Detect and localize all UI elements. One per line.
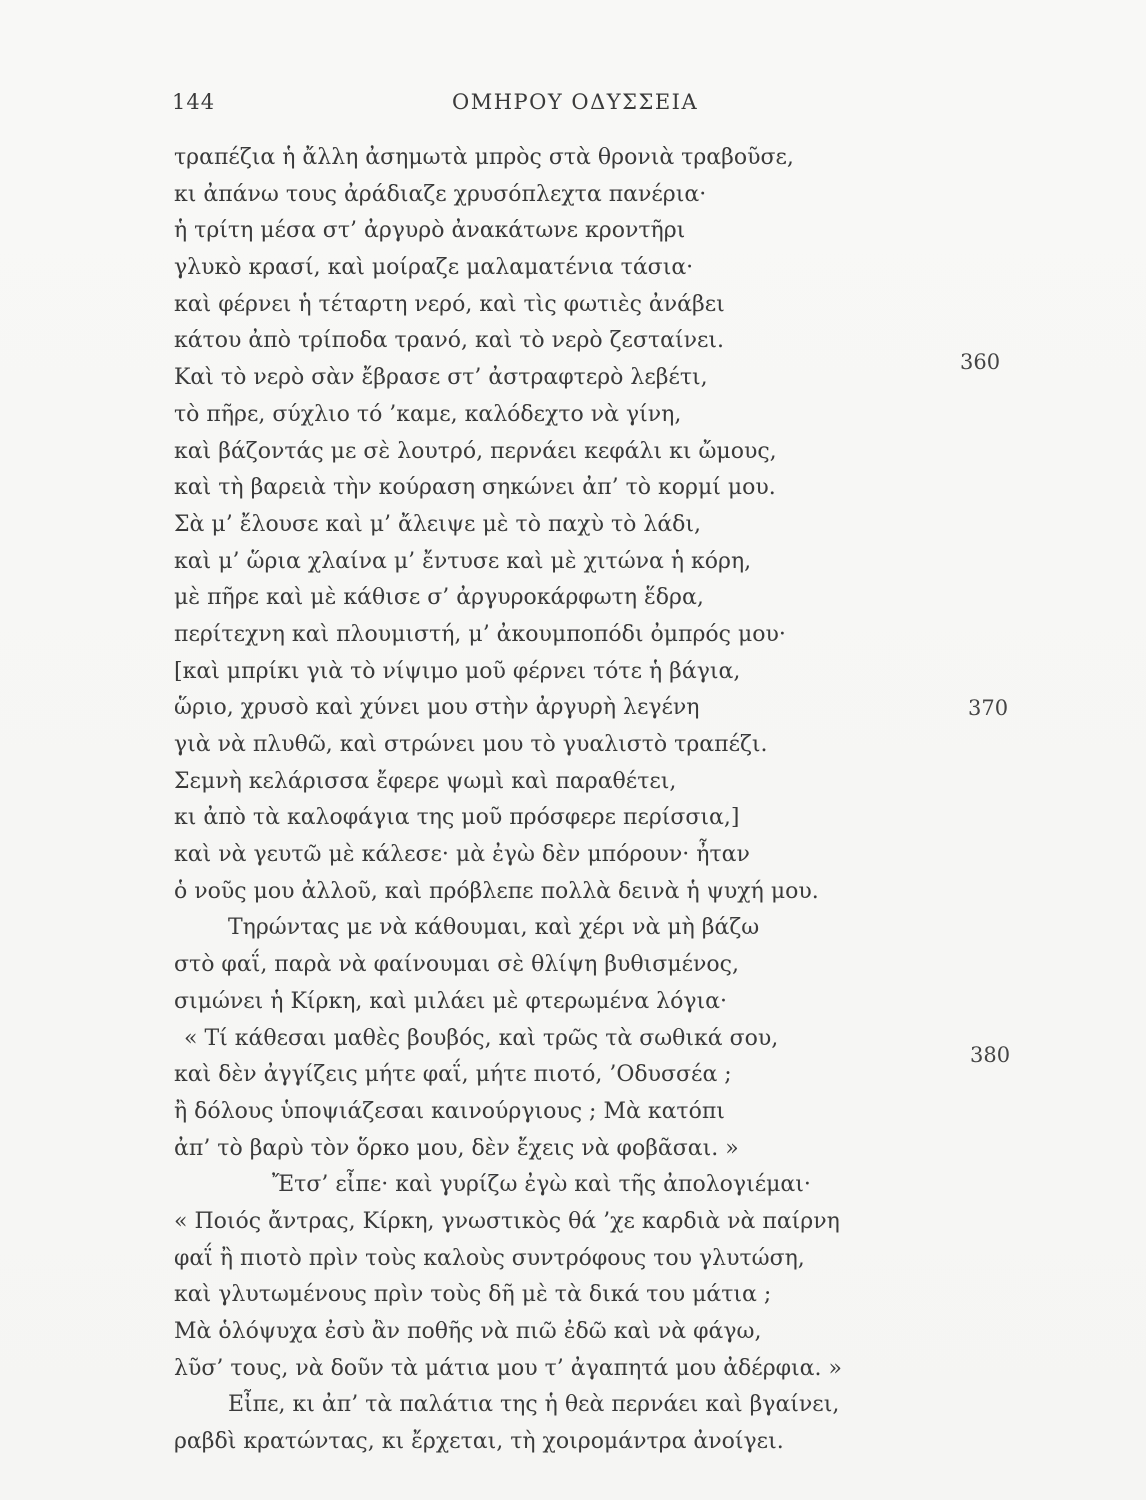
verse-line: Σεμνὴ κελάρισσα ἔφερε ψωμὶ καὶ παραθέτει,: [174, 768, 677, 794]
verse-line: Μὰ ὁλόψυχα ἐσὺ ἂν ποθῆς νὰ πιῶ ἐδῶ καὶ νὰ φάγω,: [174, 1319, 762, 1344]
verse-line: ἡ τρίτη μέσα στ’ ἀργυρὸ ἀνακάτωνε κροντῆρι: [174, 218, 686, 244]
verse-line: κι ἀπὸ τὰ καλοφάγια της μοῦ πρόσφερε περίσσια,]: [174, 805, 740, 831]
verse-line: σιμώνει ἡ Κίρκη, καὶ μιλάει μὲ φτερωμένα λόγια·: [174, 988, 727, 1014]
verse-line: Σὰ μ’ ἔλουσε καὶ μ’ ἄλειψε μὲ τὸ παχὺ τὸ λάδι,: [174, 511, 702, 537]
verse-line: καὶ δὲν ἀγγίζεις μήτε φαΐ, μήτε πιοτό, ’Οδυσσέα ;: [174, 1062, 732, 1088]
verse-line: « Τί κάθεσαι μαθὲς βουβός, καὶ τρῶς τὰ σωθικά σου,: [184, 1025, 779, 1051]
page-number: 144: [172, 90, 216, 114]
verse-line: καὶ φέρνει ἡ τέταρτη νερό, καὶ τὶς φωτιὲς ἀνάβει: [174, 291, 725, 317]
verse-line: λῦσ’ τους, νὰ δοῦν τὰ μάτια μου τ’ ἀγαπητά μου ἀδέρφια. »: [174, 1355, 842, 1381]
verse-line: φαΐ ἢ πιοτὸ πρὶν τοὺς καλοὺς συντρόφους του γλυτώση,: [174, 1245, 805, 1271]
verse-line: Εἶπε, κι ἀπ’ τὰ παλάτια της ἡ θεὰ περνάει καὶ βγαίνει,: [228, 1392, 840, 1418]
verse-line: ἢ δόλους ὑποψιάζεσαι καινούργιους ; Μὰ κατόπι: [174, 1098, 725, 1124]
verse-line: « Ποιός ἄντρας, Κίρκη, γνωστικὸς θά ’χε καρδιὰ νὰ παίρνη: [174, 1208, 840, 1234]
verse-line: μὲ πῆρε καὶ μὲ κάθισε σ’ ἀργυροκάρφωτη ἕδρα,: [174, 585, 704, 611]
verse-line: [καὶ μπρίκι γιὰ τὸ νίψιμο μοῦ φέρνει τότε ἡ βάγια,: [174, 658, 741, 684]
verse-line: ραβδὶ κρατώντας, κι ἔρχεται, τὴ χοιρομάντρα ἀνοίγει.: [174, 1429, 784, 1455]
line-number: 360: [960, 350, 1001, 374]
verse-line: ἀπ’ τὸ βαρὺ τὸν ὅρκο μου, δὲν ἔχεις νὰ φοβᾶσαι. »: [174, 1135, 739, 1161]
verse-line: γιὰ νὰ πλυθῶ, καὶ στρώνει μου τὸ γυαλιστὸ τραπέζι.: [174, 732, 768, 757]
verse-line: Καὶ τὸ νερὸ σὰν ἔβρασε στ’ ἀστραφτερὸ λεβέτι,: [174, 365, 708, 391]
verse-line: στὸ φαΐ, παρὰ νὰ φαίνουμαι σὲ θλίψη βυθισμένος,: [174, 952, 739, 978]
verse-line: Ἔτσ’ εἶπε· καὶ γυρίζω ἐγὼ καὶ τῆς ἀπολογιέμαι·: [272, 1172, 811, 1198]
verse-line: κάτου ἀπὸ τρίποδα τρανό, καὶ τὸ νερὸ ζεσταίνει.: [174, 328, 724, 354]
verse-line: περίτεχνη καὶ πλουμιστή, μ’ ἀκουμποπόδι ὀμπρός μου·: [174, 621, 786, 647]
line-number: 370: [968, 696, 1009, 720]
line-number: 380: [970, 1043, 1011, 1067]
running-title: ΟΜΗΡΟΥ ΟΔΥΣΣΕΙΑ: [452, 90, 699, 114]
verse-line: καὶ τὴ βαρειὰ τὴν κούραση σηκώνει ἀπ’ τὸ κορμί μου.: [174, 475, 776, 501]
verse-line: καὶ γλυτωμένους πρὶν τοὺς δῆ μὲ τὰ δικά του μάτια ;: [174, 1282, 772, 1308]
verse-line: καὶ βάζοντάς με σὲ λουτρό, περνάει κεφάλι κι ὤμους,: [174, 438, 777, 464]
verse-line: ὥριο, χρυσὸ καὶ χύνει μου στὴν ἀργυρὴ λεγένη: [174, 695, 700, 721]
verse-line: γλυκὸ κρασί, καὶ μοίραζε μαλαματένια τάσια·: [174, 255, 694, 281]
verse-line: τραπέζια ἡ ἄλλη ἀσημωτὰ μπρὸς στὰ θρονιὰ τραβοῦσε,: [174, 145, 794, 170]
verse-line: ὁ νοῦς μου ἀλλοῦ, καὶ πρόβλεπε πολλὰ δεινὰ ἡ ψυχή μου.: [174, 878, 819, 904]
verse-line: κι ἀπάνω τους ἀράδιαζε χρυσόπλεχτα πανέρια·: [174, 181, 707, 207]
verse-line: καὶ νὰ γευτῶ μὲ κάλεσε· μὰ ἐγὼ δὲν μπόρουν· ἦταν: [174, 842, 750, 868]
verse-line: καὶ μ’ ὥρια χλαίνα μ’ ἔντυσε καὶ μὲ χιτώνα ἡ κόρη,: [174, 548, 752, 574]
verse-line: Τηρώντας με νὰ κάθουμαι, καὶ χέρι νὰ μὴ βάζω: [228, 915, 760, 941]
poem-text: [174, 140, 954, 1461]
verse-line: τὸ πῆρε, σύχλιο τό ’καμε, καλόδεχτο νὰ γίνη,: [174, 401, 682, 427]
